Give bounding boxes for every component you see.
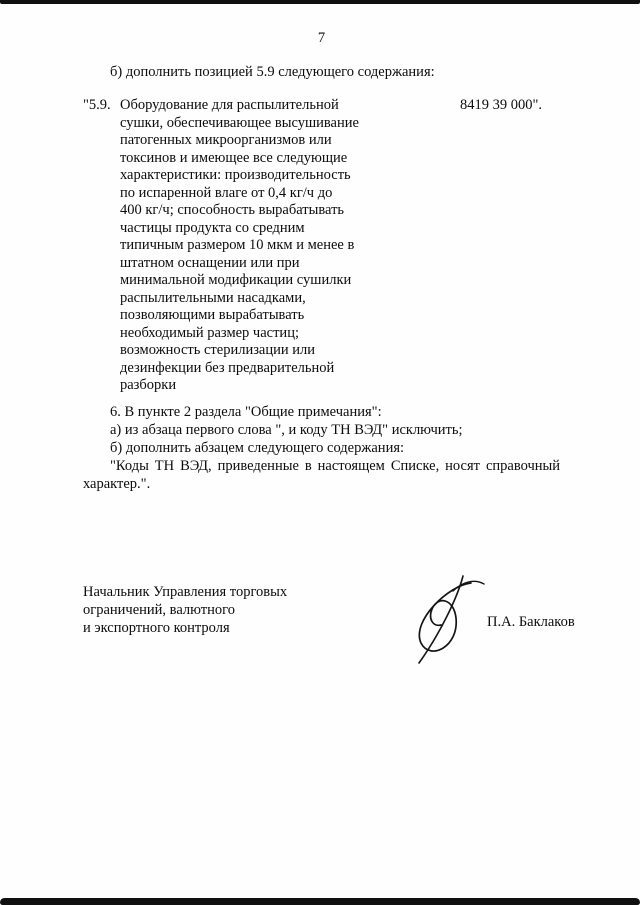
page-number: 7: [317, 30, 326, 46]
description-line: штатном оснащении или при: [120, 254, 300, 271]
signatory-title-line-1: Начальник Управления торговых: [83, 583, 288, 600]
description-line: по испаренной влаге от 0,4 кг/ч до: [120, 184, 333, 201]
description-line: типичным размером 10 мкм и менее в: [120, 237, 355, 253]
signatory-title-line-3: и экспортного контроля: [83, 619, 230, 636]
description-line: позволяющими вырабатывать: [120, 307, 305, 323]
description-line: 400 кг/ч; способность вырабатывать: [120, 202, 345, 218]
item-customs-code: 8419 39 000".: [460, 97, 543, 113]
description-line: сушки, обеспечивающее высушивание: [120, 114, 359, 131]
description-line: характеристики: производительность: [120, 167, 351, 183]
clause6-sub-b: б) дополнить абзацем следующего содержания:: [110, 439, 405, 456]
item-number: "5.9.: [83, 97, 111, 113]
description-line: Оборудование для распылительной: [120, 97, 339, 113]
intro-paragraph: б) дополнить позицией 5.9 следующего содержания:: [110, 64, 435, 80]
scan-edge-bottom: [0, 898, 640, 905]
signatory-title-line-2: ограничений, валютного: [83, 601, 235, 618]
item-5-9-row: [83, 97, 560, 395]
description-line: дезинфекции без предварительной: [120, 359, 335, 376]
description-line: частицы продукта со средним: [120, 219, 305, 236]
clause6-quote: "Коды ТН ВЭД, приведенные в настоящем Списке, носят справочный характер.".: [83, 457, 560, 492]
description-line: распылительными насадками,: [120, 289, 306, 306]
description-line: необходимый размер частиц;: [120, 324, 299, 341]
clause6-heading: 6. В пункте 2 раздела "Общие примечания":: [110, 403, 382, 420]
handwritten-signature-icon: [391, 573, 501, 668]
item-description: [120, 97, 365, 395]
description-line: минимальной модификации сушилки: [120, 272, 352, 288]
signatory-name: П.А. Баклаков: [487, 613, 575, 630]
signature-block: [83, 583, 575, 693]
description-line: патогенных микроорганизмов или: [120, 132, 332, 148]
description-line: разборки: [120, 377, 177, 393]
description-line: возможность стерилизации или: [120, 342, 316, 358]
clause6-sub-a: а) из абзаца первого слова ", и коду ТН ВЭД" исключить;: [110, 421, 463, 438]
document-content: [83, 0, 575, 693]
description-line: токсинов и имеющее все следующие: [120, 149, 348, 166]
